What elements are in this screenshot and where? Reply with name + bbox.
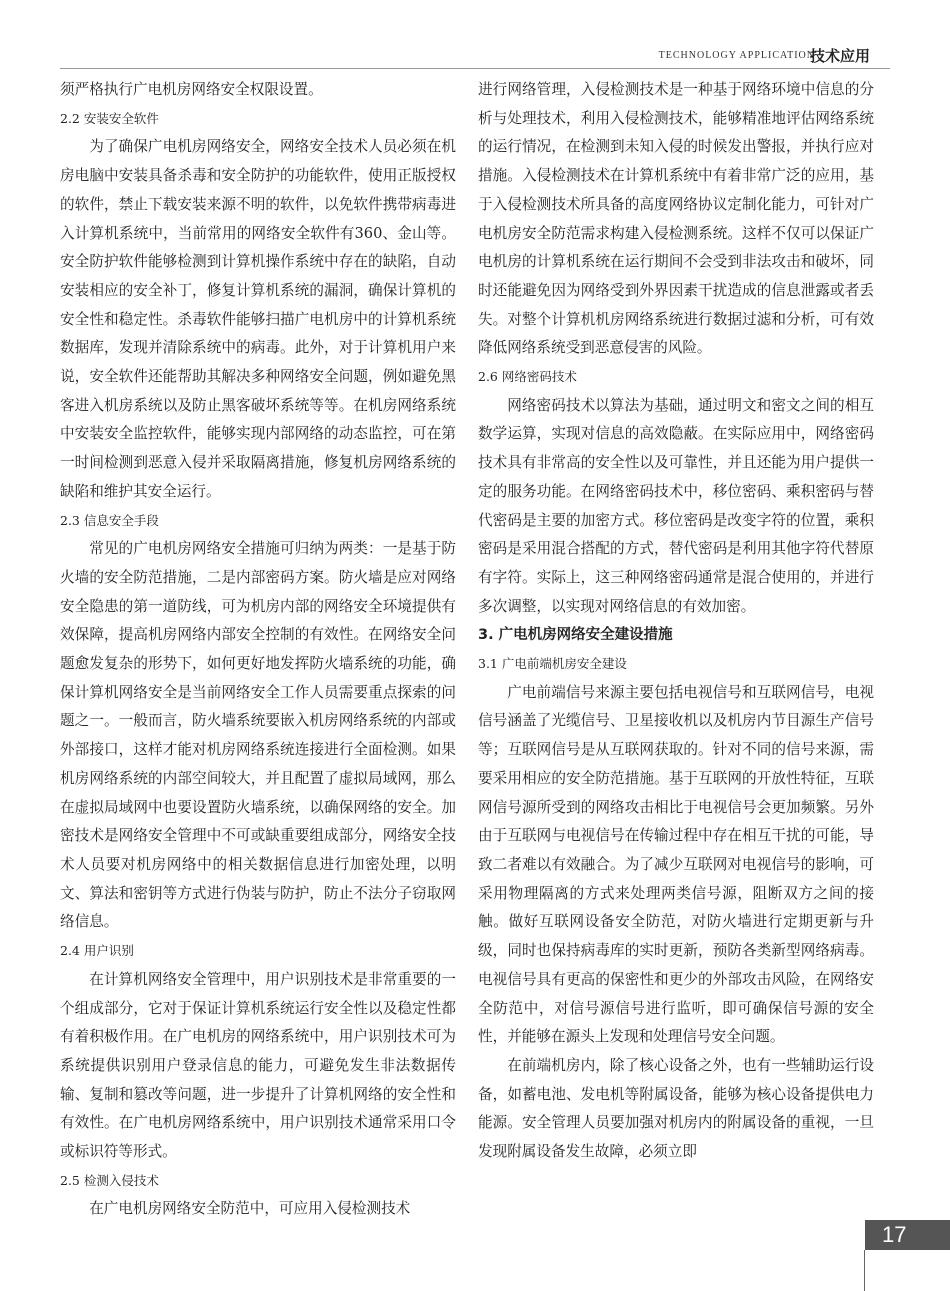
paragraph-3-1-b: 在前端机房内，除了核心设备之外，也有一些辅助运行设备，如蓄电池、发电机等附属设备，能够为核心设备提供电力能源。安全管理人员要加强对机房内的附属设备的重视，一旦发现附属设备发生故障，必须立即 — [478, 1056, 874, 1161]
paragraph-2-5: 在广电机房网络安全防范中，可应用入侵检测技术 — [89, 1200, 411, 1218]
paragraph-2-4: 在计算机网络安全管理中，用户识别技术是非常重要的一个组成部分，它对于保证计算机系统运行安全性以及稳定性都有着积极作用。在广电机房的网络系统中，用户识别技术可为系统提供识别用户登录信息的能力，可避免发生非法数据传输、复制和篡改等问题，进一步提升了计算机网络的安全性和有效性。在广电机房网络系统中，用户识别技术通常采用口令或标识符等形式。 — [60, 970, 456, 1161]
header-rule — [60, 68, 890, 69]
paragraph-3-1-a: 广电前端信号来源主要包括电视信号和互联网信号，电视信号涵盖了光缆信号、卫星接收机以及机房内节目源生产信号等；互联网信号是从互联网获取的。针对不同的信号来源，需要采用相应的安全防范措施。基于互联网的开放性特征，互联网信号源所受到的网络攻击相比于电视信号会更加频繁。另外由于互联网与电视信号在传输过程中存在相互干扰的可能，导致二者难以有效融合。为了减少互联网对电视信号的影响，可采用物理隔离的方式来处理两类信号源，阻断双方之间的接触。做好互联网设备安全防范，对防火墙进行定期更新与升级，同时也保持病毒库的实时更新，预防各类新型网络病毒。电视信号具有更高的保密性和更少的外部攻击风险，在网络安全防范中，对信号源信号进行监听，即可确保信号源的安全性，并能够在源头上发现和处理信号安全问题。 — [478, 683, 874, 1046]
paragraph-continued: 须严格执行广电机房网络安全权限设置。 — [60, 81, 323, 98]
section-heading-2-4: 2.4 用户识别 — [60, 943, 134, 959]
paragraph-2-2: 为了确保广电机房网络安全，网络安全技术人员必须在机房电脑中安装具备杀毒和安全防护的功能软件，使用正版授权的软件，禁止下载安装来源不明的软件，以免软件携带病毒进入计算机系统中，当前常用的网络安全软件有360、金山等。安全防护软件能够检测到计算机操作系统中存在的缺陷，自动安装相应的安全补丁，修复计算机系统的漏洞，确保计算机的安全性和稳定性。杀毒软件能够扫描广电机房中的计算机系统数据库，发现并清除系统中的病毒。此外，对于计算机用户来说，安全软件还能帮助其解决多种网络安全问题，例如避免黑客进入机房系统以及防止黑客破坏系统等等。在机房网络系统中安装安全监控软件，能够实现内部网络的动态监控，可在第一时间检测到恶意入侵并采取隔离措施，修复机房网络系统的缺陷和维护其安全运行。 — [60, 138, 456, 500]
section-heading-2-3: 2.3 信息安全手段 — [60, 512, 159, 528]
page-number: 17 — [865, 1220, 950, 1250]
left-column — [60, 76, 456, 1224]
paragraph-2-6: 网络密码技术以算法为基础，通过明文和密文之间的相互数学运算，实现对信息的高效隐蔽。在实际应用中，网络密码技术具有非常高的安全性以及可靠性，并且还能为用户提供一定的服务功能。在网络密码技术中，移位密码、乘积密码与替代密码是主要的加密方式。移位密码是改变字符的位置，乘积密码是采用混合搭配的方式，替代密码是利用其他字符代替原有字符。实际上，这三种网络密码通常是混合使用的，并进行多次调整，以实现对网络信息的有效加密。 — [478, 396, 874, 615]
section-heading-2-2: 2.2 安装安全软件 — [60, 110, 159, 126]
running-header-english: TECHNOLOGY APPLICATION — [658, 50, 815, 61]
paragraph-2-3: 常见的广电机房网络安全措施可归纳为两类：一是基于防火墙的安全防范措施，二是内部密码方案。防火墙是应对网络安全隐患的第一道防线，可为机房内部的网络安全环境提供有效保障，提高机房网络内部安全控制的有效性。在网络安全问题愈发复杂的形势下，如何更好地发挥防火墙系统的功能，确保计算机网络安全是当前网络安全工作人员需要重点探索的问题之一。一般而言，防火墙系统要嵌入机房网络系统的内部或外部接口，这样才能对机房网络系统连接进行全面检测。如果机房网络系统的内部空间较大，并且配置了虚拟局域网，那么在虚拟局域网中也要设置防火墙系统，以确保网络的安全。加密技术是网络安全管理中不可或缺重要组成部分，网络安全技术人员要对机房网络中的相关数据信息进行加密处理，以明文、算法和密钥等方式进行伪装与防护，防止不法分子窃取网络信息。 — [60, 540, 456, 931]
footer-rule — [864, 1250, 865, 1291]
section-heading-3: 3. 广电机房网络安全建设措施 — [478, 627, 673, 644]
paragraph-2-5-continued: 进行网络管理，入侵检测技术是一种基于网络环境中信息的分析与处理技术，利用入侵检测技术，能够精准地评估网络系统的运行情况，在检测到未知入侵的时候发出警报，并执行应对措施。入侵检测技术在计算机系统中有着非常广泛的应用，基于入侵检测技术所具备的高度网络协议定制化能力，可针对广电机房安全防范需求构建入侵检测系统。这样不仅可以保证广电机房的计算机系统在运行期间不会受到非法攻击和破坏，同时还能避免因为网络受到外界因素干扰造成的信息泄露或者丢失。对整个计算机机房网络系统进行数据过滤和分析，可有效降低网络系统受到恶意侵害的风险。 — [478, 81, 874, 357]
section-heading-3-1: 3.1 广电前端机房安全建设 — [478, 656, 627, 672]
section-heading-2-6: 2.6 网络密码技术 — [478, 369, 577, 385]
section-heading-2-5: 2.5 检测入侵技术 — [60, 1172, 159, 1188]
right-column — [478, 76, 874, 1167]
running-header-chinese: 技术应用 — [809, 47, 870, 65]
